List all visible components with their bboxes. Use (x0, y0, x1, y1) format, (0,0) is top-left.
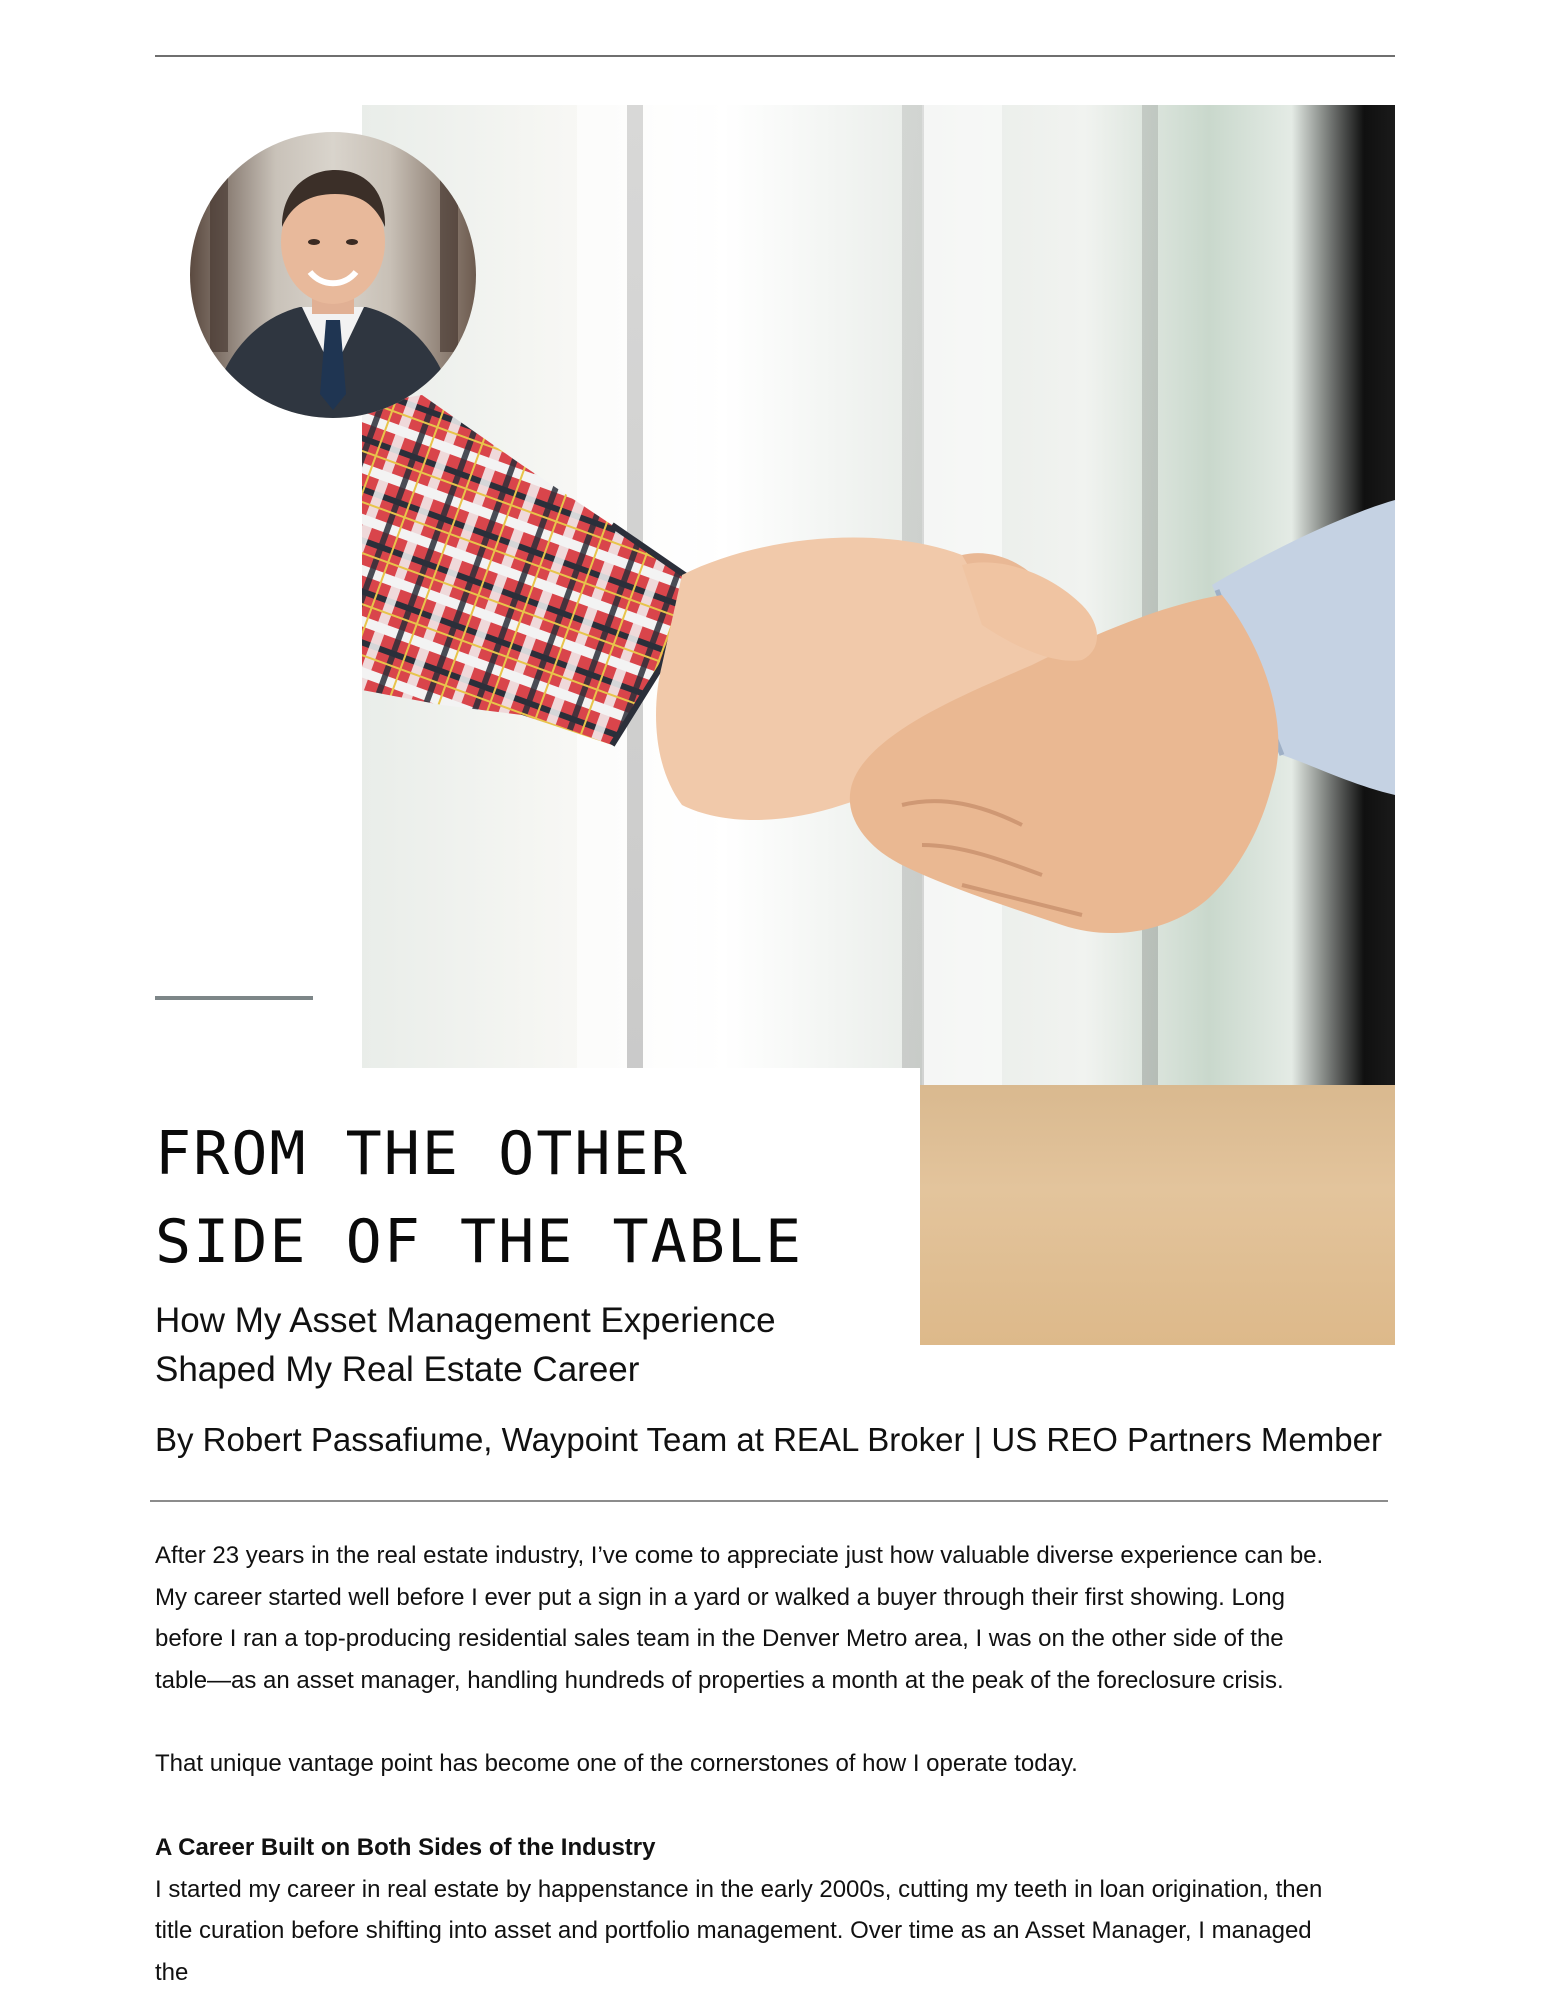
author-portrait-photo (190, 132, 476, 418)
title-line: SIDE OF THE TABLE (155, 1207, 804, 1277)
article-body (155, 1535, 1415, 1994)
paragraph-line: the (155, 1958, 189, 1986)
paragraph-gap (155, 1785, 1415, 1827)
article-subtitle (155, 1296, 915, 1394)
paragraph-line: That unique vantage point has become one of the cornerstones of how I operate today. (155, 1750, 1078, 1778)
article-title (155, 1110, 915, 1286)
paragraph-line: table—as an asset manager, handling hundreds of properties a month at the peak of the foreclosure crisis. (155, 1667, 1284, 1695)
top-divider (155, 55, 1395, 57)
paragraph-line: After 23 years in the real estate industry, I’ve come to appreciate just how valuable diverse experience can be. (155, 1542, 1324, 1569)
subtitle-line: How My Asset Management Experience (155, 1301, 776, 1340)
article-byline: By Robert Passafiume, Waypoint Team at REAL Broker | US REO Partners Member (155, 1421, 1382, 1458)
paragraph-line: title curation before shifting into asset and portfolio management. Over time as an Asset Manager, I managed (155, 1917, 1312, 1945)
subtitle-line: Shaped My Real Estate Career (155, 1350, 640, 1389)
paragraph-line: I started my career in real estate by happenstance in the early 2000s, cutting my teeth in loan origination, then (155, 1875, 1323, 1903)
paragraph-gap (155, 1702, 1415, 1744)
byline-divider (150, 1500, 1388, 1502)
paragraph-line: before I ran a top-producing residential sales team in the Denver Metro area, I was on the other side of the (155, 1625, 1284, 1653)
accent-divider (155, 996, 313, 1000)
paragraph-line: My career started well before I ever put a sign in a yard or walked a buyer through their first showing. Long (155, 1583, 1285, 1611)
title-line: FROM THE OTHER (155, 1119, 689, 1189)
section-heading: A Career Built on Both Sides of the Industry (155, 1833, 656, 1861)
author-portrait-illustration (190, 132, 476, 418)
